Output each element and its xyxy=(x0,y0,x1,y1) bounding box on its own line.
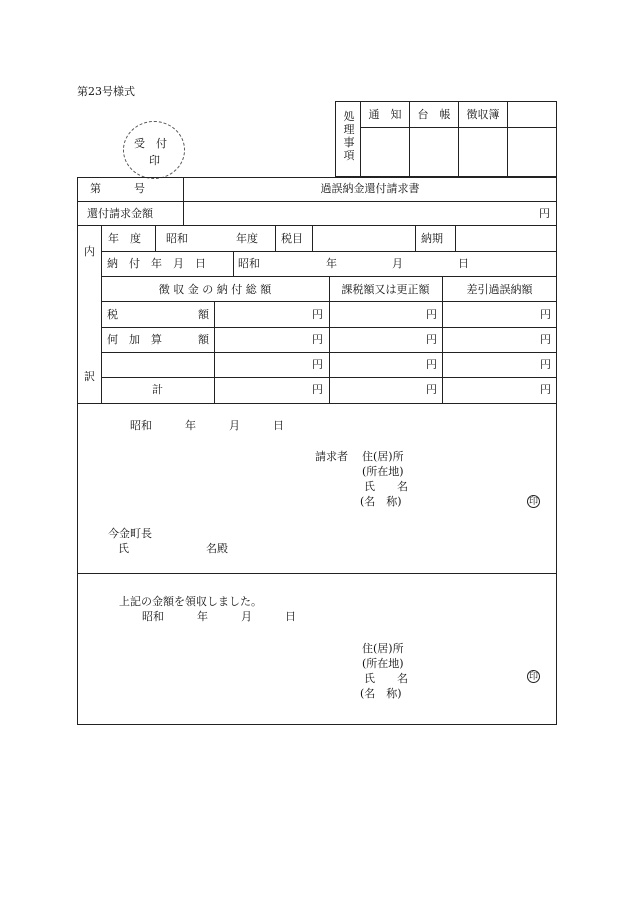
refund-amount-label: 還付請求金額 xyxy=(87,207,153,220)
breakdown-label-top: 内 xyxy=(84,245,95,258)
processing-col-collection-book: 徴収簿 xyxy=(466,108,500,121)
row-total-unit-corrected: 円 xyxy=(426,383,437,396)
receipt-statement: 上記の金額を領収しました。 xyxy=(119,595,262,608)
row-surcharge-label-right: 額 xyxy=(198,333,209,346)
stamp-line2: 印 xyxy=(149,154,160,167)
due-label: 納期 xyxy=(421,232,443,245)
addressee-title: 今金町長 xyxy=(108,527,152,540)
year-label: 年 度 xyxy=(108,232,141,245)
row-tax-label-left: 税 xyxy=(107,308,118,321)
row-blank-unit-overpaid: 円 xyxy=(540,358,551,371)
row-total-unit-total: 円 xyxy=(312,383,323,396)
receipt-seal-mark: 印 xyxy=(528,672,538,682)
receipt-address: 住(居)所 xyxy=(362,642,404,655)
breakdown-label-bottom: 訳 xyxy=(84,370,95,383)
processing-label: 処理事項 xyxy=(343,110,355,162)
row-surcharge-unit-corrected: 円 xyxy=(426,333,437,346)
number-label: 第 号 xyxy=(90,182,145,195)
receipt-name: 氏 名 xyxy=(364,672,408,685)
form-number: 第23号様式 xyxy=(77,85,135,98)
row-total-label: 計 xyxy=(152,383,163,396)
col-header-corrected: 課税額又は更正額 xyxy=(341,283,430,296)
row-tax-unit-overpaid: 円 xyxy=(540,308,551,321)
row-tax-unit-corrected: 円 xyxy=(426,308,437,321)
requester-name: 氏 名 xyxy=(364,480,408,493)
refund-amount-unit: 円 xyxy=(539,207,550,220)
requester-address: 住(居)所 xyxy=(362,450,404,463)
row-surcharge-unit-overpaid: 円 xyxy=(540,333,551,346)
stamp-line1: 受 付 xyxy=(134,137,167,150)
requester-name-alt: (名 称) xyxy=(360,495,402,508)
row-surcharge-label-left: 何 加 算 xyxy=(107,333,162,346)
receipt-name-alt: (名 称) xyxy=(360,687,402,700)
receipt-address-alt: (所在地) xyxy=(362,657,404,670)
reception-stamp-circle xyxy=(123,121,185,179)
receipt-date: 昭和 年 月 日 xyxy=(142,610,296,623)
year-suffix: 年度 xyxy=(236,232,258,245)
row-tax-label-right: 額 xyxy=(198,308,209,321)
col-header-total: 徴 収 金 の 納 付 総 額 xyxy=(158,283,272,296)
document-title: 過誤納金還付請求書 xyxy=(320,182,420,195)
row-total-unit-overpaid: 円 xyxy=(540,383,551,396)
col-header-overpaid: 差引過誤納額 xyxy=(466,283,533,296)
row-blank-unit-total: 円 xyxy=(312,358,323,371)
requester-label: 請求者 xyxy=(315,450,348,463)
requester-seal-mark: 印 xyxy=(528,497,538,507)
row-tax-unit-total: 円 xyxy=(312,308,323,321)
row-surcharge-unit-total: 円 xyxy=(312,333,323,346)
processing-col-notice: 通 知 xyxy=(368,108,402,121)
payment-date-label: 納 付 年 月 日 xyxy=(107,257,206,270)
processing-col-ledger: 台 帳 xyxy=(417,108,451,121)
addressee-name: 氏 名殿 xyxy=(118,542,228,555)
tax-item-label: 税目 xyxy=(281,232,303,245)
request-date: 昭和 年 月 日 xyxy=(130,419,284,432)
payment-date-value: 昭和 年 月 日 xyxy=(238,257,469,270)
row-blank-unit-corrected: 円 xyxy=(426,358,437,371)
year-era: 昭和 xyxy=(166,232,188,245)
requester-address-alt: (所在地) xyxy=(362,465,404,478)
